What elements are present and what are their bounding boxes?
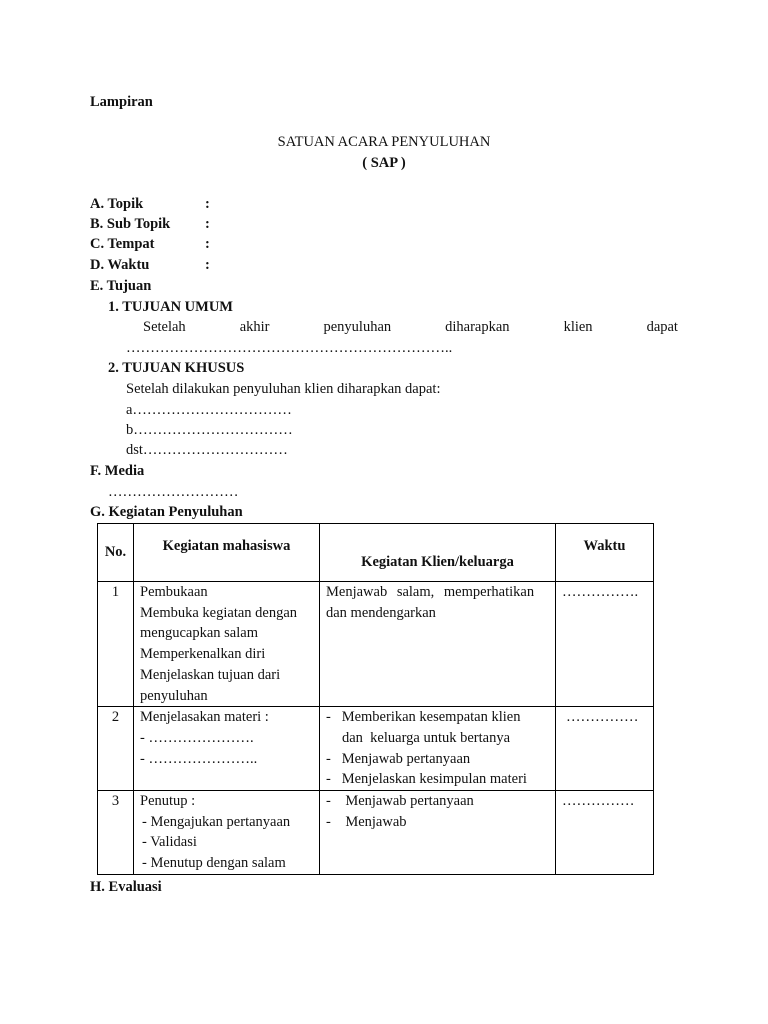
tujuan-khusus-item-dst: dst…………………………: [126, 442, 288, 458]
cell-line: dan mendengarkan: [326, 604, 436, 621]
cell-line: - Menjawab pertanyaan: [326, 793, 474, 810]
word: dapat: [646, 319, 678, 335]
cell-line: mengucapkan salam: [140, 625, 258, 642]
klien-cell: [320, 707, 556, 791]
table-row: [98, 707, 654, 791]
waktu-cell: …………….: [556, 582, 654, 707]
mahasiswa-cell: [134, 791, 320, 875]
cell-line: - Menjawab: [326, 813, 407, 830]
tujuan-umum-text: [143, 319, 678, 336]
header-klien: Kegiatan Klien/keluarga: [320, 524, 556, 582]
cell-line: - …………………..: [140, 750, 258, 767]
row-number: 1: [98, 582, 134, 707]
waktu-label: D. Waktu: [90, 257, 150, 273]
cell-line: dan keluarga untuk bertanya: [342, 729, 511, 746]
cell-line: Penutup :: [140, 793, 196, 810]
word: akhir: [239, 319, 270, 335]
cell-line: - ………………….: [140, 729, 254, 746]
word: penyuluhan: [323, 319, 392, 335]
tujuan-khusus-text: Setelah dilakukan penyuluhan klien diharapkan dapat:: [126, 381, 441, 397]
evaluasi-heading: H. Evaluasi: [90, 879, 162, 895]
cell-line: penyuluhan: [140, 687, 208, 704]
kegiatan-heading: G. Kegiatan Penyuluhan: [90, 504, 243, 520]
mahasiswa-cell: [134, 582, 320, 707]
word: Setelah: [143, 319, 186, 335]
identity-block: [0, 196, 768, 280]
waktu-cell: ……………: [556, 707, 654, 791]
header-no: No.: [98, 524, 134, 582]
waktu-colon: :: [205, 257, 210, 273]
tujuan-umum-dots: …………………………………………………………..: [126, 340, 453, 356]
row-number: 3: [98, 791, 134, 875]
subtopik-label: B. Sub Topik: [90, 216, 171, 232]
media-dots: ………………………: [108, 484, 239, 500]
lampiran-label: Lampiran: [90, 94, 153, 110]
cell-line: Memperkenalkan diri: [140, 646, 266, 663]
tujuan-umum-heading: 1. TUJUAN UMUM: [108, 299, 233, 315]
tempat-colon: :: [205, 236, 210, 252]
tempat-label: C. Tempat: [90, 236, 155, 252]
table-row: [98, 791, 654, 875]
mahasiswa-cell: [134, 707, 320, 791]
header-waktu: Waktu: [556, 524, 654, 582]
cell-line: - Menjelaskan kesimpulan materi: [326, 771, 527, 788]
cell-line: - Menjawab pertanyaan: [326, 750, 471, 767]
klien-cell: [320, 582, 556, 707]
waktu-cell: ……………: [556, 791, 654, 875]
document-subtitle: ( SAP ): [362, 155, 406, 171]
word: diharapkan: [445, 319, 510, 335]
cell-line: - Mengajukan pertanyaan: [142, 813, 291, 830]
topik-label: A. Topik: [90, 196, 144, 212]
tujuan-khusus-item-a: a……………………………: [126, 402, 292, 418]
header-mahasiswa: Kegiatan mahasiswa: [134, 524, 320, 582]
document-title: SATUAN ACARA PENYULUHAN: [277, 134, 491, 150]
cell-line: Menjelaskan tujuan dari: [140, 666, 281, 683]
cell-line: Pembukaan: [140, 584, 208, 600]
tujuan-khusus-heading: 2. TUJUAN KHUSUS: [108, 360, 245, 376]
word: klien: [563, 319, 593, 335]
klien-cell: [320, 791, 556, 875]
cell-line: - Menutup dengan salam: [142, 855, 286, 872]
topik-colon: :: [205, 196, 210, 212]
cell-line: - Memberikan kesempatan klien: [326, 709, 521, 726]
tujuan-heading: E. Tujuan: [90, 278, 152, 294]
cell-line: Membuka kegiatan dengan: [140, 604, 298, 621]
cell-line: Menjelasakan materi :: [140, 709, 269, 726]
media-heading: F. Media: [90, 463, 145, 479]
kegiatan-table: [97, 523, 654, 875]
cell-line: - Validasi: [142, 834, 197, 851]
subtopik-colon: :: [205, 216, 210, 232]
tujuan-khusus-item-b: b……………………………: [126, 422, 293, 438]
cell-line: Menjawab salam, memperhatikan: [326, 584, 535, 600]
table-row: [98, 582, 654, 707]
table-header-row: [98, 524, 654, 582]
row-number: 2: [98, 707, 134, 791]
